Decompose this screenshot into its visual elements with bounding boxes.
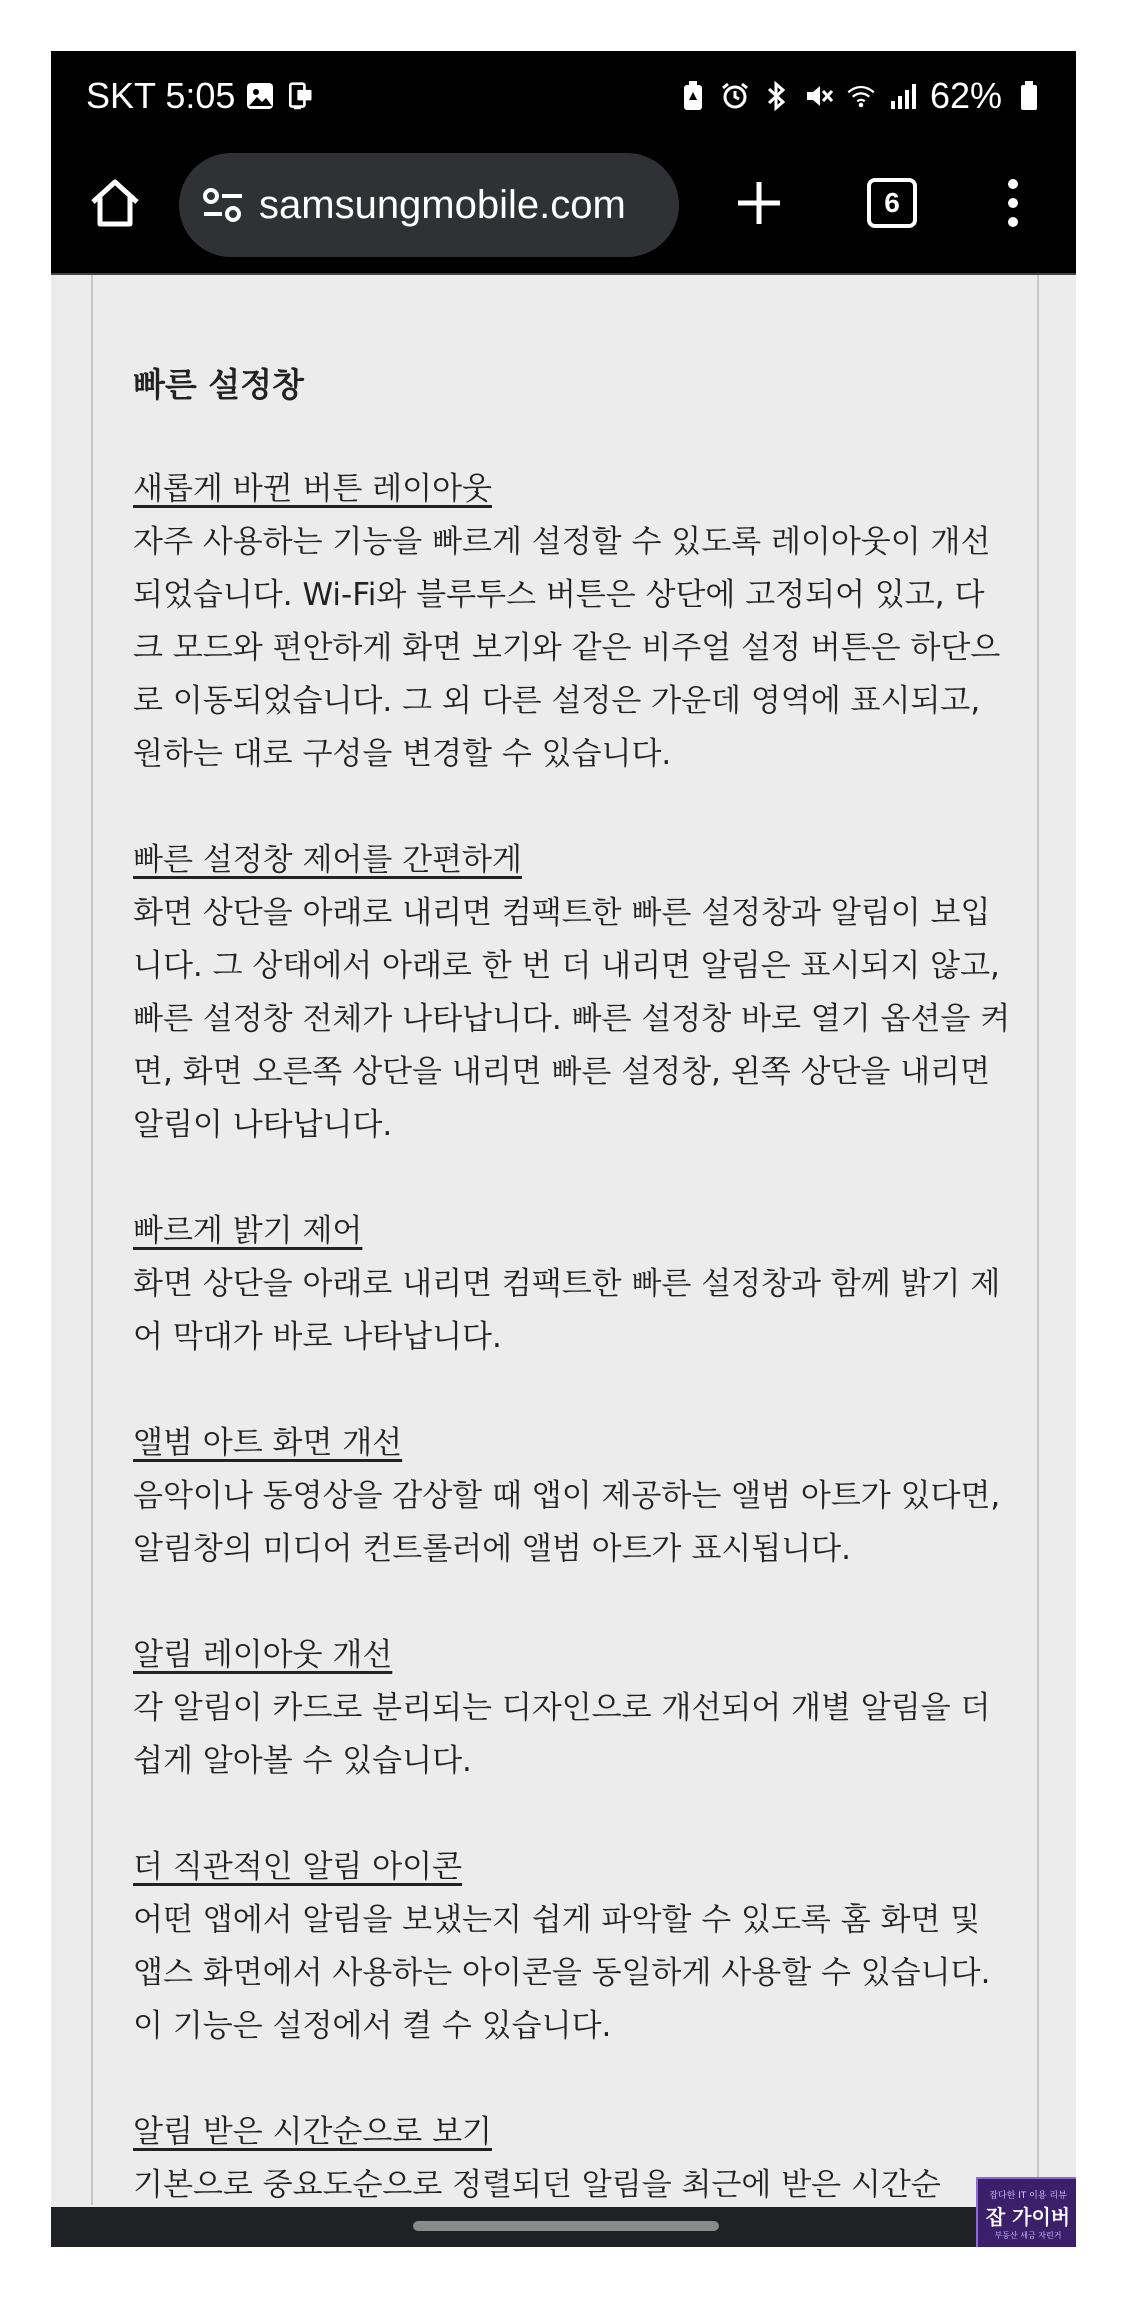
phone-screen-icon [285, 78, 315, 114]
article-section [133, 2106, 1013, 2212]
section-title: 앨범 아트 화면 개선 [133, 1425, 403, 1461]
section-title: 더 직관적인 알림 아이콘 [133, 1849, 463, 1885]
home-icon [87, 175, 143, 231]
tab-count: 6 [867, 178, 917, 228]
carrier-time: SKT 5:05 [86, 75, 236, 116]
more-vert-dot [1008, 217, 1018, 227]
section-body: 기본으로 중요도순으로 정렬되던 알림을 최근에 받은 시간순 [133, 2167, 941, 2203]
site-settings-icon[interactable] [201, 185, 245, 225]
article [133, 359, 1013, 2247]
article-section [133, 1841, 1013, 2053]
section-body: 자주 사용하는 기능을 빠르게 설정할 수 있도록 레이아웃이 개선되었습니다. Wi-Fi와 블루투스 버튼은 상단에 고정되어 있고, 다크 모드와 편안하게 화면 보기와 같은 비주얼 설정 버튼은 하단으로 이동되었습니다. 그 외 다른 설정은 가운데 영역에 표시되고, 원하는 대로 구성을 변경할 수 있습니다. [133, 524, 1001, 772]
article-section [133, 463, 1013, 781]
watermark-bottom-text: 부동산 세금 자린거 [994, 2230, 1062, 2240]
home-button[interactable] [79, 167, 151, 239]
article-heading: 빠른 설정창 [133, 365, 304, 404]
battery-icon [1014, 78, 1044, 114]
watermark-top-text: 잡다한 IT 이용 리뷰 [989, 2190, 1067, 2201]
status-bar [51, 51, 1076, 143]
section-body: 각 알림이 카드로 분리되는 디자인으로 개선되어 개별 알림을 더 쉽게 알아볼 수 있습니다. [133, 1690, 991, 1779]
battery-percent: 62% [929, 75, 1002, 116]
status-bar-left [86, 75, 315, 117]
article-section [133, 1205, 1013, 1364]
tab-switcher-button[interactable] [856, 167, 928, 239]
gallery-icon [245, 78, 275, 114]
more-vert-icon [1008, 179, 1018, 189]
address-bar[interactable] [179, 153, 679, 257]
more-options-button[interactable] [983, 167, 1043, 239]
section-title: 알림 받은 시간순으로 보기 [133, 2114, 492, 2150]
section-title: 빠른 설정창 제어를 간편하게 [133, 842, 522, 878]
section-body: 어떤 앱에서 알림을 보냈는지 쉽게 파악할 수 있도록 홈 화면 및 앱스 화면에서 사용하는 아이콘을 동일하게 사용할 수 있습니다. 이 기능은 설정에서 켤 수 있습니다. [133, 1902, 991, 2044]
section-title: 빠르게 밝기 제어 [133, 1213, 363, 1249]
bluetooth-icon [762, 78, 792, 114]
article-section [133, 1629, 1013, 1788]
status-bar-right [678, 75, 1044, 117]
browser-toolbar [51, 143, 1076, 273]
battery-saver-icon [678, 78, 708, 114]
url-text: samsungmobile.com [259, 182, 626, 227]
watermark-logo [976, 2177, 1076, 2247]
section-title: 새롭게 바뀐 버튼 레이아웃 [133, 471, 492, 507]
section-body: 화면 상단을 아래로 내리면 컴팩트한 빠른 설정창과 함께 밝기 제어 막대가 바로 나타납니다. [133, 1266, 1001, 1355]
phone-screen [51, 51, 1076, 2247]
signal-icon [888, 78, 918, 114]
new-tab-button[interactable] [723, 167, 795, 239]
article-section [133, 834, 1013, 1152]
section-body: 음악이나 동영상을 감상할 때 앱이 제공하는 앨범 아트가 있다면, 알림창의 미디어 컨트롤러에 앨범 아트가 표시됩니다. [133, 1478, 1001, 1567]
gesture-handle[interactable] [413, 2221, 719, 2231]
section-body: 화면 상단을 아래로 내리면 컴팩트한 빠른 설정창과 알림이 보입니다. 그 상태에서 아래로 한 번 더 내리면 알림은 표시되지 않고, 빠른 설정창 전체가 나타납니다. 빠른 설정창 바로 열기 옵션을 켜면, 화면 오른쪽 상단을 내리면 빠른 설정창, 왼쪽 상단을 내리면 알림이 나타납니다. [133, 895, 1011, 1143]
more-vert-dot [1008, 198, 1018, 208]
section-title: 알림 레이아웃 개선 [133, 1637, 393, 1673]
mute-icon [804, 78, 834, 114]
plus-icon [734, 178, 784, 228]
navigation-gesture-bar [51, 2207, 1076, 2247]
wifi-icon [846, 78, 876, 114]
alarm-icon [720, 78, 750, 114]
article-section [133, 1417, 1013, 1576]
watermark-main-text: 잡 가이버 [985, 2204, 1071, 2229]
